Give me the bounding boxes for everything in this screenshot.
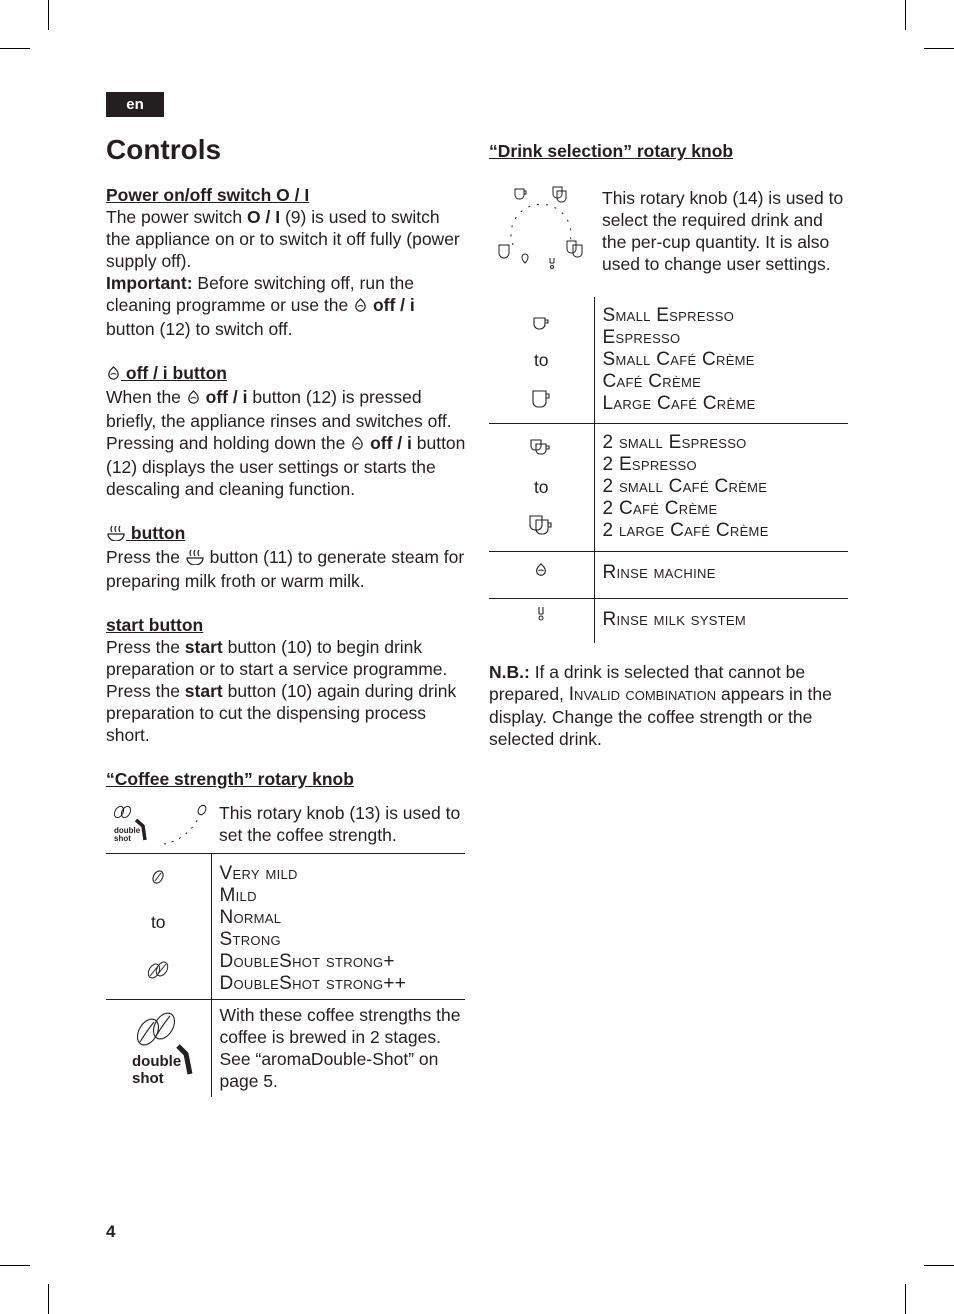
double-cup-range [489,424,594,552]
power-important: Important: Before switching off, run the cleaning programme or use the off / i button (12) to switch off. [106,273,415,339]
crop-mark [924,48,954,49]
drink-option: Café Crème [602,371,702,392]
language-tab: en [106,92,164,117]
strength-option: Mild [219,885,257,906]
small-cup-icon [489,313,594,335]
strength-to: to [150,912,166,932]
steam-icon [106,524,126,546]
rinse-machine-icon-cell [489,552,594,599]
two-small-cups-icon [489,438,594,461]
svg-text:double: double [114,826,141,835]
crop-mark [0,48,30,49]
rinse-milk-icon-cell [489,599,594,644]
strength-table [106,802,465,1097]
start-heading: start button [106,615,204,635]
crop-mark [48,0,49,30]
right-column [489,140,851,750]
single-options [594,297,848,424]
power-paragraph: The power switch O / I (9) is used to switch the appliance on or to switch it off fully (power supply off). [106,207,460,271]
drink-heading: “Drink selection” rotary knob [489,141,734,161]
strength-option: Normal [219,907,282,928]
double-options [594,424,848,552]
crop-mark [905,0,906,30]
strength-intro: This rotary knob (13) is used to set the coffee strength. [211,802,465,854]
rinse-icon [186,388,201,410]
drink-option: 2 Café Crème [602,498,718,519]
strength-option: Strong [219,929,281,950]
drink-option: 2 small Espresso [602,432,747,453]
rinse-icon [353,296,368,318]
drink-option: Espresso [602,327,681,348]
rinse-icon [106,364,121,386]
rinse-machine-label: Rinse machine [594,552,848,599]
single-cup-range [489,297,594,424]
svg-text:shot: shot [132,1070,164,1087]
steam-paragraph: Press the button (11) to generate steam for preparing milk froth or warm milk. [106,547,465,591]
power-heading: Power on/off switch O / I [106,185,310,205]
bean-icon [106,868,211,890]
drink-intro: This rotary knob (14) is used to select the required drink and the per-cup quantity. It is also used to change user settings. [602,188,844,274]
strength-options [211,854,465,1000]
off-heading: off / i button [106,362,468,386]
rinse-icon [350,434,365,456]
drink-option: Large Café Crème [602,393,756,414]
milk-spout-icon [536,606,546,626]
nb-paragraph: N.B.: If a drink is selected that cannot be prepared, Invalid combination appears in the display. Change the coffee strength or the selected drink. [489,662,832,749]
single-to: to [533,350,549,370]
doubleshot-text: With these coffee strengths the coffee is brewed in 2 stages. See “aromaDouble-Shot” on page 5. [219,1005,461,1091]
large-cup-icon [489,389,594,414]
steam-heading: button [106,522,468,546]
strength-option: DoubleShot strong++ [219,973,407,994]
crop-mark [48,1284,49,1314]
off-paragraph: When the off / i button (12) is pressed briefly, the appliance rinses and switches off. Pressing and holding down the off / i button (12) displays the user settings or starts the descaling and cleaning function. [106,387,466,499]
rinse-milk-label: Rinse milk system [602,609,747,630]
strength-dial [106,802,211,854]
crop-mark [0,1265,30,1266]
two-large-cups-icon [489,514,594,543]
strength-option: DoubleShot strong+ [219,951,395,972]
left-column [106,184,468,1097]
doubleshot-icon [118,1008,198,1092]
strength-option: Very mild [219,863,298,884]
page-title: Controls [106,134,222,165]
steam-icon [185,548,205,570]
svg-text:shot: shot [114,834,131,843]
drink-table [489,183,848,643]
drink-dial [489,183,594,297]
strength-heading: “Coffee strength” rotary knob [106,769,354,789]
svg-text:double: double [132,1053,182,1070]
double-bean-icon [106,960,211,985]
page-number: 4 [106,1222,116,1241]
drink-option: 2 large Café Crème [602,520,769,541]
drink-option: Small Espresso [602,305,735,326]
drink-option: 2 Espresso [602,454,697,475]
double-to: to [533,477,549,497]
start-paragraph: Press the start button (10) to begin drink preparation or to start a service programme. Press the start button (10) again during drink preparation to cut the dispensing process short. [106,637,457,745]
drink-dial-icon [489,183,594,278]
crop-mark [905,1284,906,1314]
drink-option: Small Café Crème [602,349,755,370]
strength-range-cell [106,854,211,1000]
doubleshot-cell [106,1000,211,1098]
rinse-icon [534,561,548,581]
drink-option: 2 small Café Crème [602,476,768,497]
crop-mark [924,1265,954,1266]
strength-dial-icon [106,802,211,848]
